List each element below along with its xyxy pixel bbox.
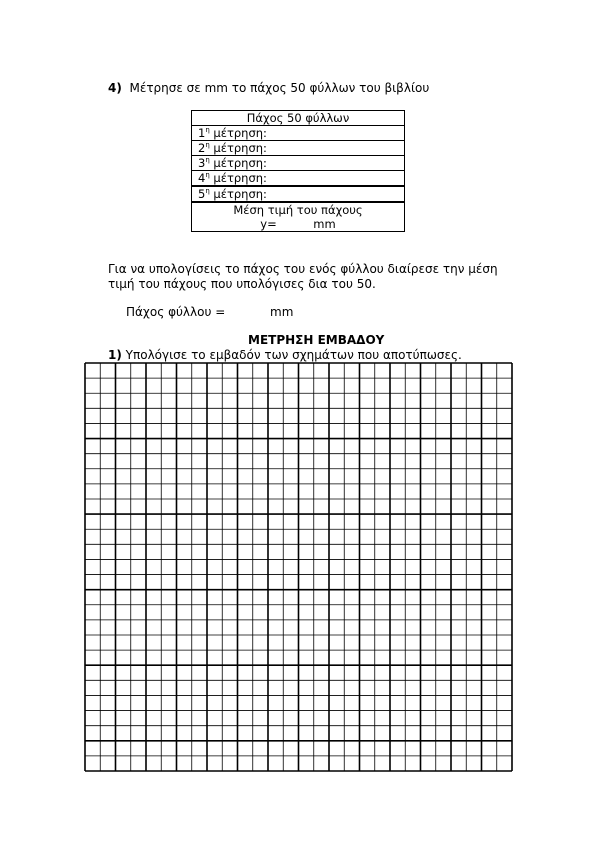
table-row: $5^\eta$ μέτρηση: — [192, 186, 405, 202]
table-header: Πάχος 50 φύλλων — [192, 111, 405, 126]
table-mean-row — [192, 202, 405, 232]
table-row: $4^\eta$ μέτρηση: — [192, 171, 405, 187]
graph-paper-grid — [84, 362, 513, 772]
section-title: ΜΕΤΡΗΣΗ ΕΜΒΑΔΟΥ — [248, 333, 385, 347]
question-1-number: 1) — [108, 348, 122, 362]
instructions-line-2: τιμή του πάχους που υπολόγισες δια του 50. — [108, 277, 376, 291]
question-1 — [108, 348, 462, 362]
question-4-number: 4) — [108, 81, 122, 95]
mean-value: y= mm — [260, 217, 336, 231]
question-4-text: Μέτρησε σε mm το πάχος 50 φύλλων του βιβλίου — [129, 81, 430, 95]
instructions-line-1: Για να υπολογίσεις το πάχος του ενός φύλλου διαίρεσε την μέση — [108, 262, 498, 276]
measurement-table — [191, 110, 405, 232]
question-1-text: Υπολόγισε το εμβαδόν των σχημάτων που αποτύπωσες. — [125, 348, 462, 362]
table-row: $1^\eta$ μέτρηση: — [192, 126, 405, 141]
question-4 — [108, 81, 429, 95]
sheet-thickness-unit: mm — [270, 305, 294, 319]
mean-label: Μέση τιμή του πάχους — [233, 203, 363, 217]
table-row: $3^\eta$ μέτρηση: — [192, 156, 405, 171]
sheet-thickness-label: Πάχος φύλλου = — [126, 305, 226, 319]
table-row: $2^\eta$ μέτρηση: — [192, 141, 405, 156]
